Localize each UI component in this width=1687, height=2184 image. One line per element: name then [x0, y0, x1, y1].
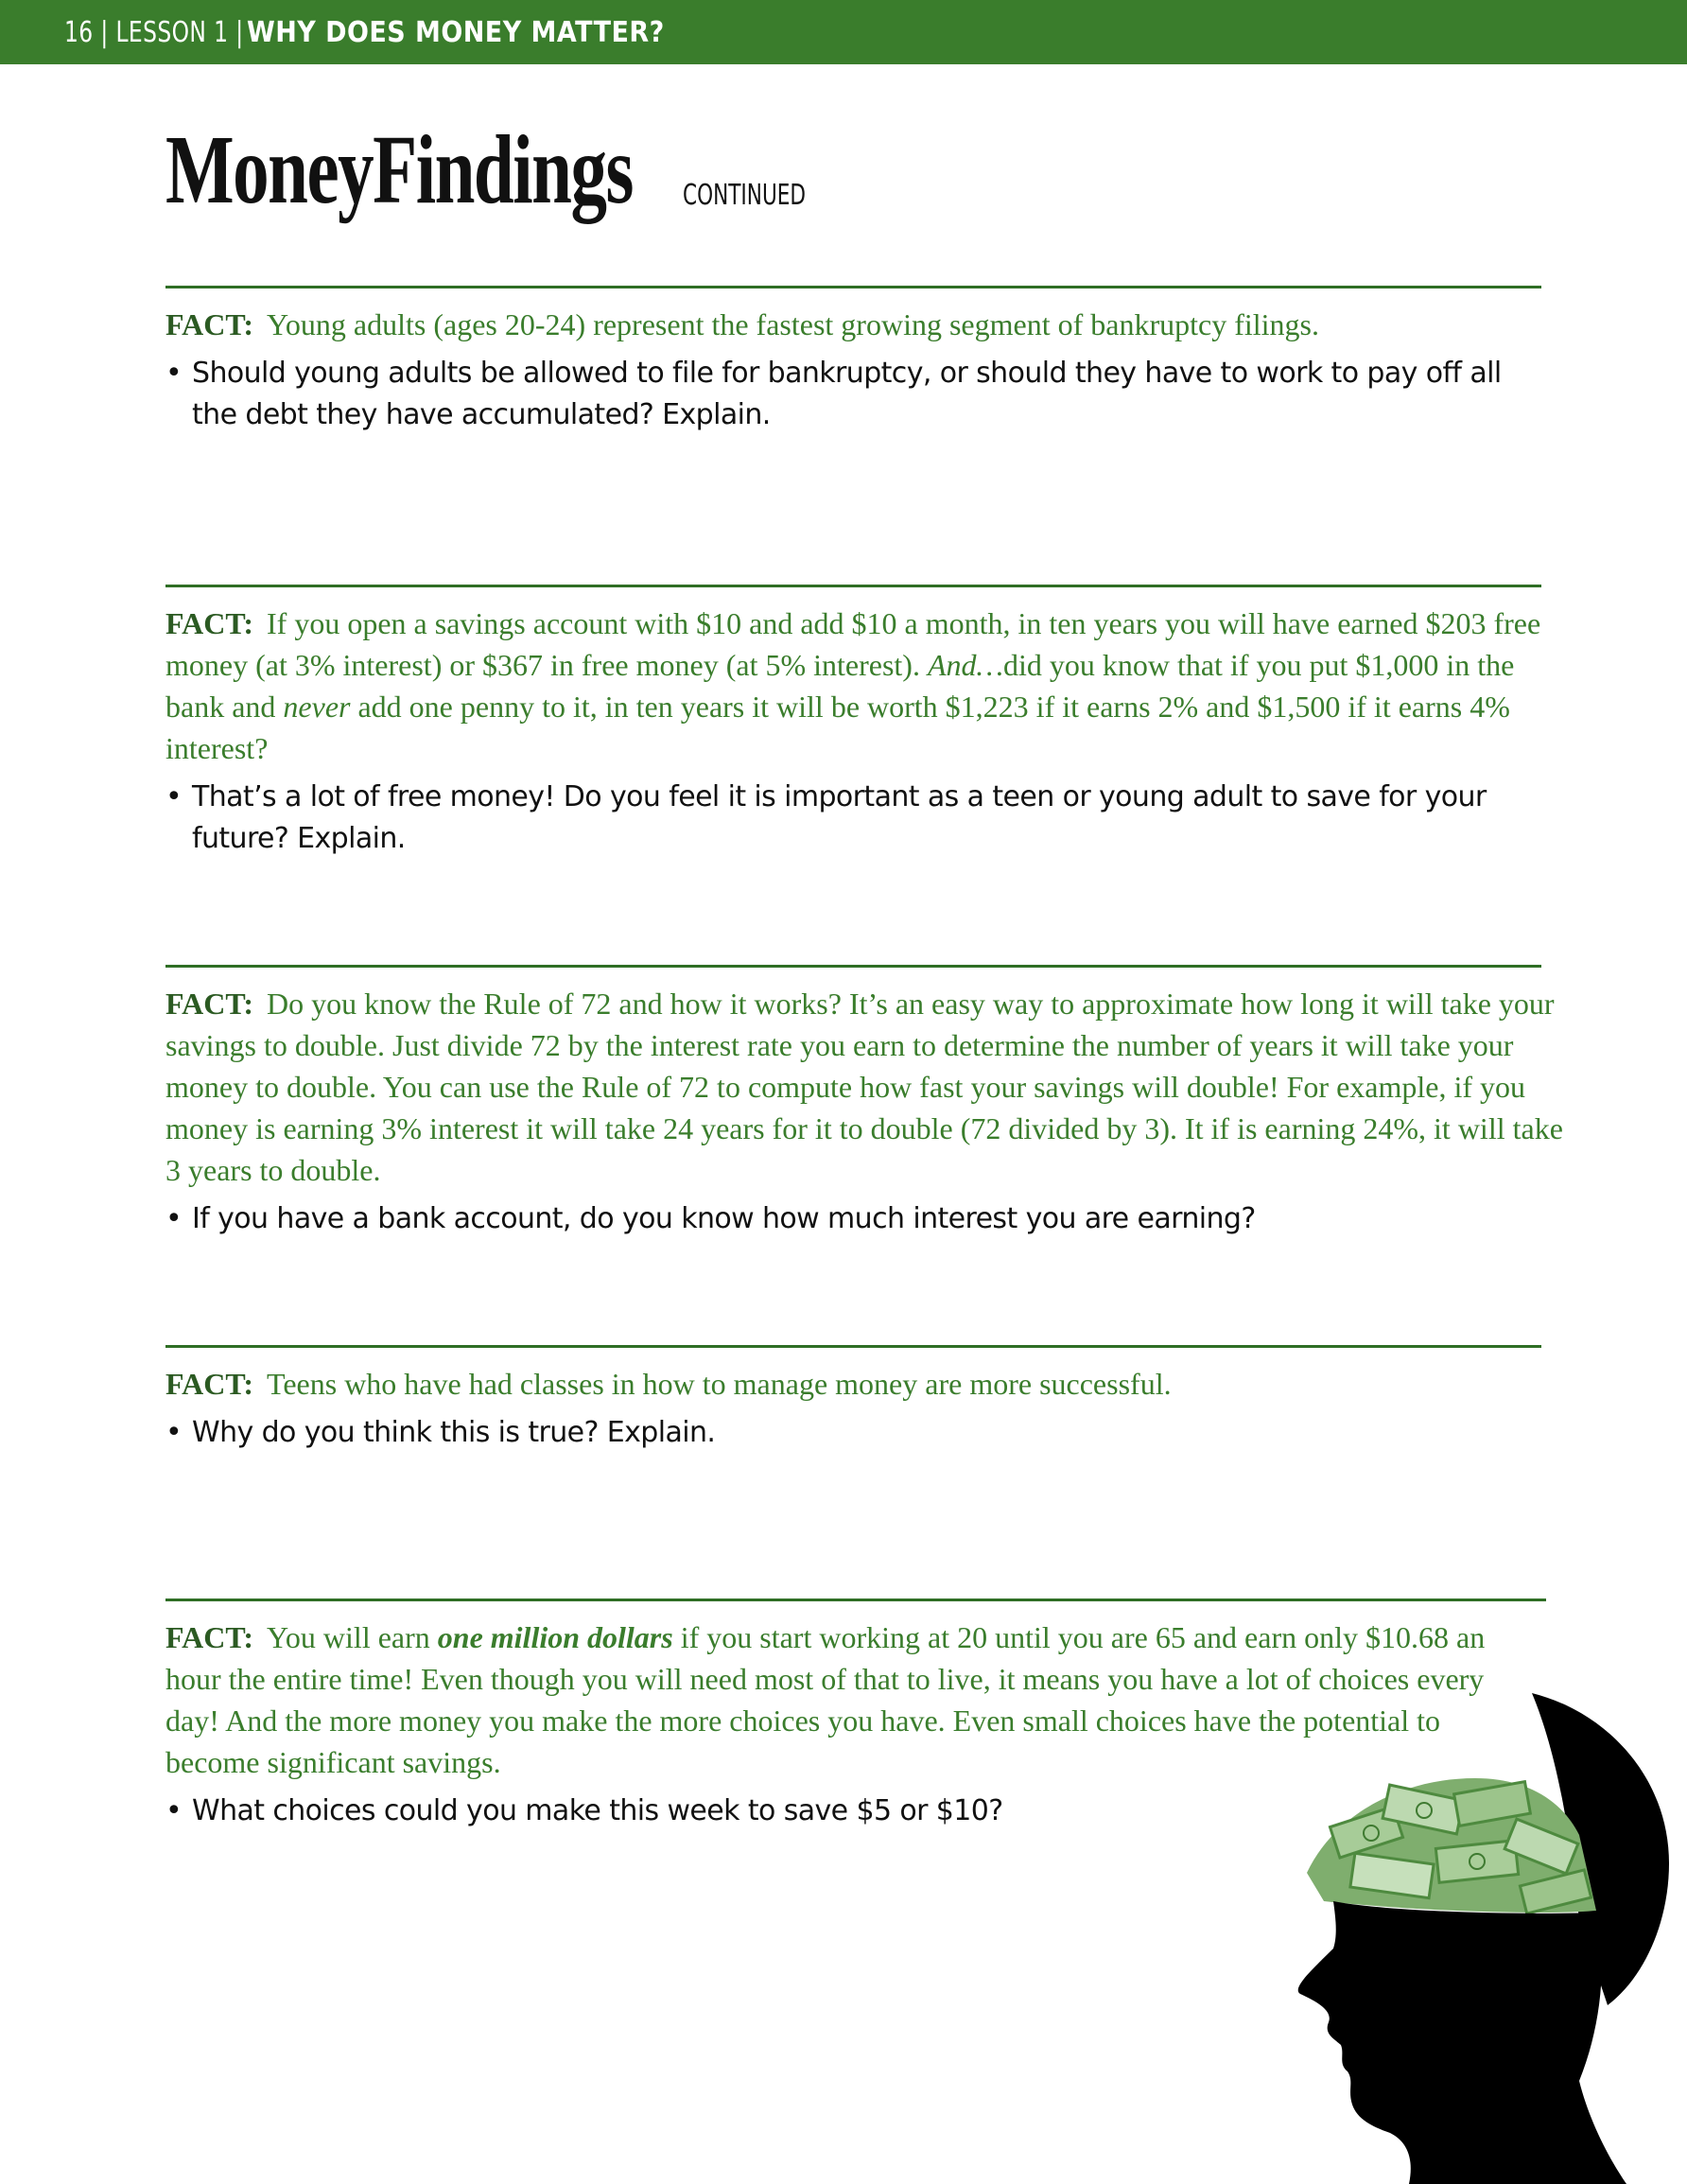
head-silhouette-with-money-icon [1296, 1674, 1687, 2184]
fact-label: FACT: [165, 606, 254, 640]
bullet-icon: • [165, 357, 183, 390]
page-title-sub: CONTINUED [683, 179, 807, 212]
money-pile [1307, 1778, 1596, 1913]
fact-divider [165, 286, 1541, 288]
fact-label: FACT: [165, 987, 254, 1021]
fact-label: FACT: [165, 1367, 254, 1401]
fact-block-1 [165, 286, 1541, 436]
fact-label: FACT: [165, 307, 254, 341]
fact-label: FACT: [165, 1620, 254, 1654]
header-page-lesson: 16 | LESSON 1 | [64, 15, 252, 49]
fact-text: FACT: Teens who have had classes in how to manage money are more successful. [165, 1367, 1172, 1401]
question: • Why do you think this is true? Explain. [165, 1412, 1541, 1454]
fact-divider [165, 965, 1541, 968]
fact-text: FACT: Do you know the Rule of 72 and how it works? It’s an easy way to approximate how long it will take your savings to double. Just divide 72 by the interest rate you earn to determine the number of years it will take your money to double. You can use the Rule of 72 to compute how fast your savings will double! For example, if you money is earning 3% interest it will take 24 years for it to double (72 divided by 3). It if is earning 24%, it will take 3 years to double. [165, 987, 1563, 1187]
bullet-icon: • [165, 1416, 183, 1449]
question: • If you have a bank account, do you know how much interest you are earning? [165, 1198, 1541, 1240]
fact-text: FACT: If you open a savings account with $10 and add $10 a month, in ten years you will have earned $203 free money (at 3% interest) or $367 in free money (at 5% interest). And…did you know that if you put $1,000 in the bank and never add one penny to it, in ten years it will be worth $1,223 if it earns 2% and $1,500 if it earns 4% interest? [165, 606, 1541, 765]
question: • That’s a lot of free money! Do you feel it is important as a teen or young adult to save for your future? Explain. [165, 777, 1541, 860]
fact-text: FACT: You will earn one million dollars if you start working at 20 until you are 65 and earn only $10.68 an hour the entire time! Even though you will need most of that to live, it means you have a lot of choices every day! And the more money you make the more choices you have. Even small choices have the potential to become significant savings. [165, 1620, 1486, 1779]
header-title: WHY DOES MONEY MATTER? [247, 15, 665, 49]
fact-block-4 [165, 1345, 1541, 1454]
question: • Should young adults be allowed to file for bankruptcy, or should they have to work to pay off all the debt they have accumulated? Explain. [165, 353, 1541, 436]
question: • What choices could you make this week to save $5 or $10? [165, 1791, 1546, 1832]
bullet-icon: • [165, 1202, 183, 1235]
fact-divider [165, 1599, 1546, 1601]
page-title [165, 115, 854, 224]
fact-divider [165, 1345, 1541, 1348]
bullet-icon: • [165, 780, 183, 813]
fact-block-2 [165, 585, 1541, 860]
fact-divider [165, 585, 1541, 587]
bullet-icon: • [165, 1794, 183, 1827]
fact-text: FACT: Young adults (ages 20-24) represent the fastest growing segment of bankruptcy filings. [165, 307, 1319, 341]
fact-block-3 [165, 965, 1563, 1240]
page-title-main: MoneyFindings [165, 115, 633, 224]
page-header [0, 0, 1687, 64]
